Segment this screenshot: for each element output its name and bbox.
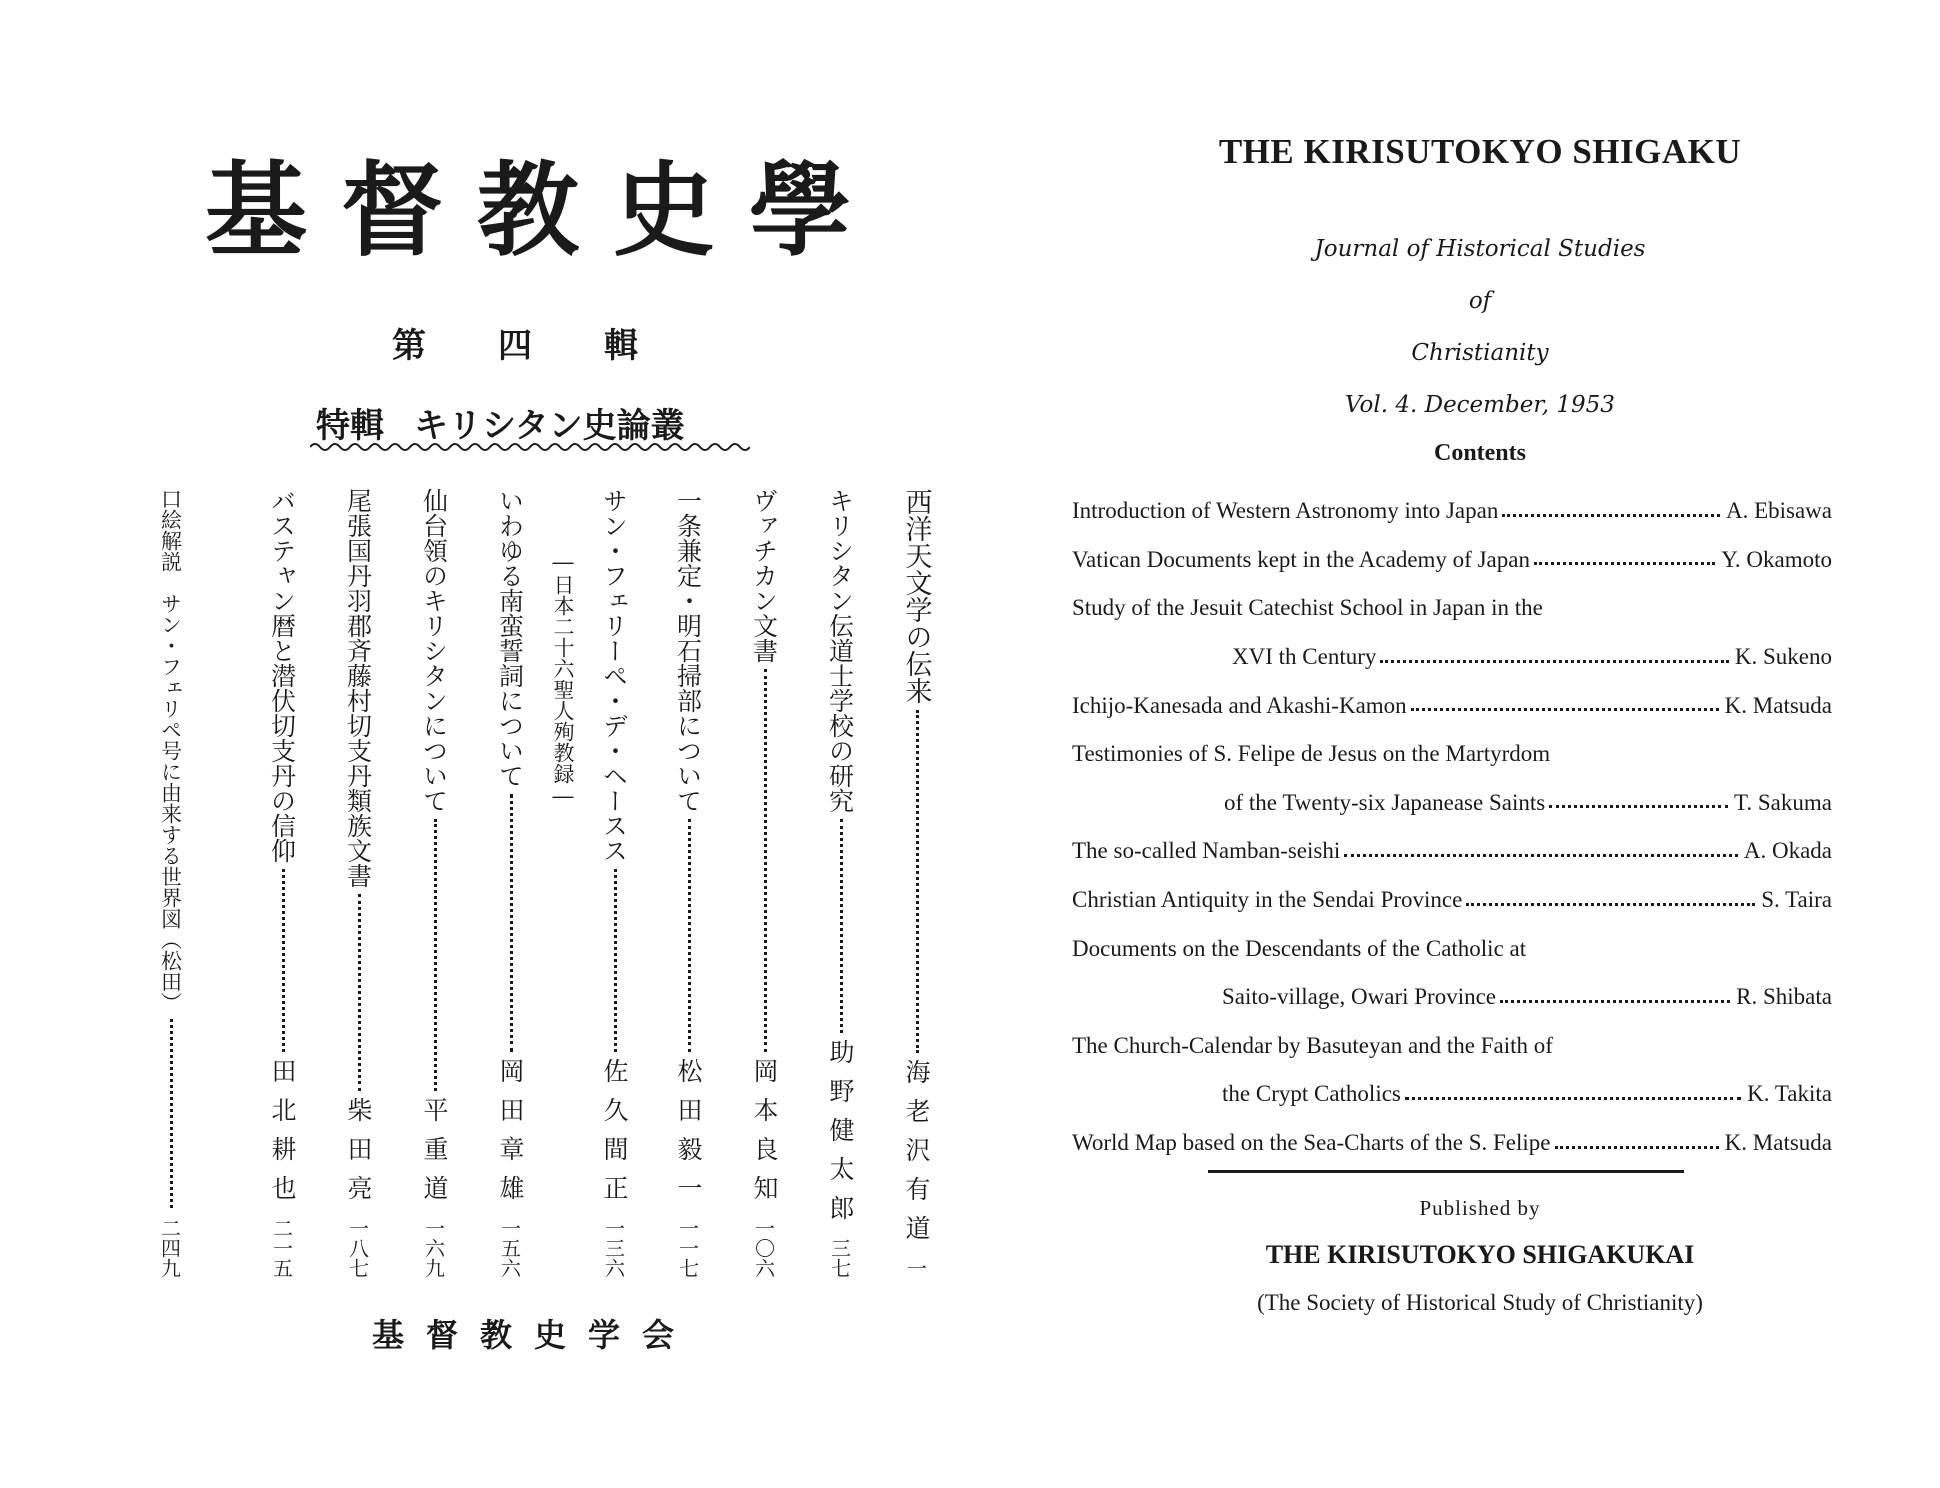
toc-line	[1072, 973, 1832, 1022]
entry-title: ヴァチカン文書	[749, 488, 779, 663]
toc-entry-jp	[818, 488, 862, 1278]
entry-title: バステャン暦と潜伏切支丹の信仰	[267, 488, 297, 863]
toc-title: of the Twenty-six Japanease Saints	[1224, 789, 1546, 815]
entry-author: 海老沢有道	[902, 1059, 931, 1254]
entry-author: 平重道	[420, 1097, 449, 1214]
toc-title: Saito-village, Owari Province	[1222, 984, 1497, 1010]
toc-line	[1072, 876, 1832, 925]
toc-entry-jp	[742, 488, 786, 1278]
leader-dots	[510, 794, 513, 1052]
leader-dots	[1555, 1146, 1719, 1149]
entry-author: 柴田亮	[344, 1097, 373, 1214]
leader-dots	[614, 869, 617, 1052]
toc-title: Introduction of Western Astronomy into Japan	[1072, 498, 1499, 524]
toc-entry-jp	[336, 488, 380, 1278]
toc-entry-jp	[260, 488, 304, 1278]
entry-author: 松田毅一	[674, 1058, 703, 1214]
wavy-underline	[310, 440, 750, 454]
special-title: キリシタン史論叢	[414, 406, 685, 446]
leader-dots	[764, 669, 767, 1052]
issue-number-jp: 第四輯	[392, 326, 710, 366]
journal-title-en: THE KIRISUTOKYO SHIGAKU	[1218, 132, 1742, 171]
entry-title: サン・フェリーペ・デ・ヘースス	[599, 488, 629, 863]
toc-author: K. Sukeno	[1734, 644, 1832, 670]
toc-author: S. Taira	[1761, 887, 1832, 913]
contents-list-en	[1072, 487, 1832, 1167]
publisher-jp: 基督教史学会	[372, 1316, 697, 1354]
japanese-contents	[148, 488, 938, 1278]
entry-author: 岡田章雄	[496, 1058, 525, 1214]
toc-line	[1072, 1119, 1832, 1168]
entry-page: 一三六	[601, 1218, 626, 1278]
leader-dots	[358, 894, 361, 1091]
toc-line	[1072, 633, 1832, 682]
toc-line	[1072, 1022, 1832, 1071]
entry-author: 助野健太郎	[826, 1039, 855, 1234]
leader-dots	[688, 819, 691, 1052]
toc-title: Ichijo-Kanesada and Akashi-Kamon	[1072, 692, 1407, 718]
toc-title: Study of the Jesuit Catechist School in Japan in the	[1072, 595, 1543, 621]
toc-author: T. Sakuma	[1734, 789, 1832, 815]
toc-line	[1072, 730, 1832, 779]
toc-title: Documents on the Descendants of the Catholic at	[1072, 935, 1527, 961]
toc-title: The Church-Calendar by Basuteyan and the Faith of	[1072, 1032, 1553, 1058]
leader-dots	[282, 869, 285, 1052]
entry-author: 田北耕也	[268, 1058, 297, 1214]
leader-dots	[170, 1019, 173, 1208]
toc-entry-jp	[894, 488, 938, 1278]
entry-author: 岡本良知	[750, 1058, 779, 1214]
special-label: 特輯	[316, 406, 384, 446]
entry-page: 一〇六	[751, 1218, 776, 1278]
leader-dots	[840, 819, 843, 1033]
entry-title: キリシタン伝道士学校の研究	[825, 488, 855, 813]
toc-title: XVI th Century	[1232, 644, 1377, 670]
divider-rule	[1208, 1170, 1684, 1173]
entry-title: 西洋天文学の伝来	[900, 488, 932, 704]
toc-title: Testimonies of S. Felipe de Jesus on the Martyrdom	[1072, 741, 1551, 767]
volume-line: Vol. 4. December, 1953	[1345, 392, 1615, 418]
toc-author: Y. Okamoto	[1721, 546, 1832, 572]
toc-entry-jp	[488, 488, 532, 1278]
toc-title: Vatican Documents kept in the Academy of Japan	[1072, 546, 1530, 572]
publisher-name-en: THE KIRISUTOKYO SHIGAKUKAI	[1265, 1240, 1695, 1269]
published-by-label: Published by	[1419, 1196, 1541, 1220]
journal-subtitle-line-3: Christianity	[1411, 340, 1549, 366]
toc-line	[1072, 827, 1832, 876]
entry-title: 仙台領のキリシタンについて	[419, 488, 449, 813]
journal-title-jp: 基督教史學	[205, 151, 885, 271]
entry-page: 二一五	[269, 1218, 294, 1278]
toc-line	[1072, 536, 1832, 585]
toc-line	[1072, 924, 1832, 973]
entry-subtitle: ―日本二十六聖人殉教録―	[551, 550, 575, 808]
entry-title: いわゆる南蛮誓詞について	[495, 488, 525, 788]
leader-dots	[1466, 903, 1755, 906]
toc-line	[1072, 681, 1832, 730]
toc-line	[1072, 779, 1832, 828]
journal-subtitle-line-2: of	[1468, 288, 1492, 314]
entry-page: 二四九	[157, 1218, 182, 1278]
leader-dots	[916, 710, 919, 1053]
leader-dots	[434, 819, 437, 1091]
english-title-page	[1020, 0, 1940, 1488]
toc-line	[1072, 1070, 1832, 1119]
toc-title: The so-called Namban-seishi	[1072, 838, 1341, 864]
leader-dots	[1502, 514, 1720, 517]
entry-page: 一一七	[675, 1218, 700, 1278]
entry-page: 一	[903, 1258, 928, 1278]
leader-dots	[1380, 660, 1729, 663]
entry-title: 口絵解説 サン・フェリペ号に由来する世界図（松田）	[158, 488, 183, 1013]
leader-dots	[1411, 708, 1719, 711]
toc-author: K. Takita	[1747, 1081, 1832, 1107]
toc-entry-jp	[666, 488, 710, 1278]
journal-subtitle-line-1: Journal of Historical Studies	[1314, 236, 1646, 262]
toc-author: A. Ebisawa	[1725, 498, 1832, 524]
leader-dots	[1549, 805, 1728, 808]
leader-dots	[1534, 562, 1715, 565]
entry-page: 一八七	[345, 1218, 370, 1278]
toc-title: the Crypt Catholics	[1222, 1081, 1401, 1107]
leader-dots	[1344, 854, 1738, 857]
entry-page: 一五六	[497, 1218, 522, 1278]
toc-title: World Map based on the Sea-Charts of the S. Felipe	[1072, 1130, 1551, 1156]
contents-heading: Contents	[1433, 440, 1526, 466]
entry-title: 尾張国丹羽郡斉藤村切支丹類族文書	[343, 488, 373, 888]
entry-title: 一条兼定・明石掃部について	[673, 488, 703, 813]
toc-line	[1072, 487, 1832, 536]
toc-author: K. Matsuda	[1724, 692, 1832, 718]
leader-dots	[1405, 1097, 1741, 1100]
toc-line	[1072, 584, 1832, 633]
entry-author: 佐久間正	[600, 1058, 629, 1214]
toc-title: Christian Antiquity in the Sendai Province	[1072, 887, 1463, 913]
leader-dots	[1500, 1000, 1730, 1003]
toc-entry-jp	[412, 488, 456, 1278]
toc-entry-jp	[592, 488, 636, 1278]
toc-entry-jp	[148, 488, 192, 1278]
publisher-society-en: (The Society of Historical Study of Christianity)	[1257, 1290, 1703, 1315]
toc-author: K. Matsuda	[1724, 1130, 1832, 1156]
toc-author: R. Shibata	[1736, 984, 1832, 1010]
toc-author: A. Okada	[1743, 838, 1832, 864]
entry-page: 一六九	[421, 1218, 446, 1278]
entry-page: 三七	[827, 1238, 852, 1278]
